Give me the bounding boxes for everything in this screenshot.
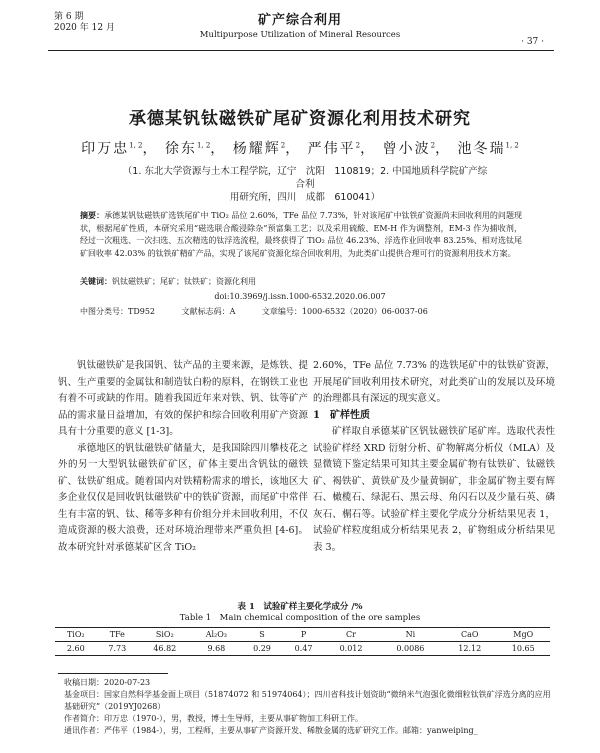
body-paragraph: 矿样取自承德某矿区钒钛磁铁矿尾矿库。选取代表性试验矿样经 XRD 衍射分析、矿物解离分析仪（MLA）及显微镜下鉴定结果可知其主要金属矿物有钛铁矿、钛磁铁矿、褐铁矿、黄铁矿及少量黄铜矿，非金属矿物主要有辉石、橄榄石、绿泥石、黑云母、角闪石以及少量石英、磷灰石、榍石等。试验矿样主要化学成分分析结果见表 1，试验矿样粒度组成分析结果见表 2，矿物组成分析结果见表 3。 (313, 426, 555, 553)
document-code: 文献标志码：A (181, 307, 236, 316)
table-row (55, 642, 550, 656)
keywords (80, 276, 522, 287)
chemical-composition-table (55, 627, 550, 656)
author: 池冬瑞$^{1, 2}$ (457, 141, 519, 157)
table-cell: 9.68 (192, 642, 242, 656)
issue-number: 第 6 期 (54, 12, 84, 22)
table-cell: 7.73 (97, 642, 139, 656)
author-list: 印万忠$^{1, 2}$， 徐东$^{1, 2}$， 杨耀辉$^2$， 严伟平$^2$， 曾小波$^2$， 池冬瑞$^{1, 2}$ (81, 141, 519, 157)
classification-line (80, 306, 522, 317)
abstract-label: 摘要： (80, 210, 105, 220)
table-header-cell: Al₂O₃ (192, 628, 242, 642)
keywords-text: 钒钛磁铁矿；尾矿；钛铁矿；资源化利用 (112, 277, 256, 286)
doi: doi:10.3969/j.issn.1000-6532.2020.06.007 (214, 292, 386, 301)
author: 杨耀辉$^2$ (232, 141, 286, 157)
author: 印万忠$^{1, 2}$ (81, 141, 143, 157)
body-paragraph: 钒钛磁铁矿是我国钒、钛产品的主要来源，是炼铁、提钒、生产重要的金属钛和制造钛白粉的原料，在钢铁工业也有着不可或缺的作用。随着我国近年来对铁、钒、钛等矿产品的需求量日益增加，有效的保护和综合回收利用矿产资源具有十分重要的意义 [1-3]。 (58, 360, 308, 437)
body-paragraph: 承德地区的钒钛磁铁矿储量大，是我国除四川攀枝花之外的另一大型钒钛磁铁矿矿区，矿体主要出含钒钛的磁铁矿、钛铁矿组成。随着国内对铁精粉需求的增长，该地区大多企业仅仅是回收钒钛磁铁矿中的铁矿资源，而尾矿中常伴生有丰富的钒、钛、稀等多种有价组分并未回收利用，不仅造成资源的极大浪费，还对环境治理带来严重负担 [4-6]。故本研究针对承德某矿区含 TiO₂ (58, 442, 308, 553)
table-header-cell: Cr (324, 628, 377, 642)
table-cell: 10.65 (496, 642, 550, 656)
author: 曾小波$^2$ (382, 141, 436, 157)
table-cell: 2.60 (55, 642, 97, 656)
table-caption-cn: 表 1 试验矿样主要化学成分 /% (237, 602, 363, 612)
keywords-label: 关键词： (80, 276, 112, 286)
issue-date: 2020 年 12 月 (54, 23, 115, 33)
journal-title-cn: 矿产综合利用 (257, 13, 342, 28)
affiliation-line: 用研究所，四川 成都 610041） (229, 192, 381, 203)
affiliation-line: （1. 东北大学资源与土木工程学院，辽宁 沈阳 110819；2. 中国地质科学院矿产综合利 (122, 166, 488, 190)
table-cell: 0.0086 (378, 642, 443, 656)
article-number: 文章编号：1000-6532（2020）06-0037-06 (261, 307, 428, 316)
header-divider (48, 50, 554, 51)
article-title: 承德某钒钛磁铁矿尾矿资源化利用技术研究 (129, 109, 471, 129)
author: 严伟平$^2$ (307, 141, 361, 157)
table-header-cell: TiO₂ (55, 628, 97, 642)
body-left-column (58, 358, 308, 556)
author: 徐东$^{1, 2}$ (164, 141, 211, 157)
footnote-divider (58, 673, 168, 674)
table-caption-en: Table 1 Main chemical composition of the ore samples (179, 613, 421, 623)
table-cell: 12.12 (443, 642, 496, 656)
footnotes (64, 677, 554, 737)
table-caption (0, 602, 600, 624)
table-header-cell: TFe (97, 628, 139, 642)
footnote-corresponding: 通讯作者：严伟平（1984-），男，工程师，主要从事矿产资源开发、稀散金属的选矿研究工作。邮箱：yanweiping_ (64, 726, 478, 735)
page-number: · 37 · (521, 37, 544, 47)
journal-title-en: Multipurpose Utilization of Mineral Resources (199, 30, 401, 40)
table-cell: 0.012 (324, 642, 377, 656)
table-header-cell: MgO (496, 628, 550, 642)
table-cell: 0.47 (283, 642, 325, 656)
table-header-row (55, 628, 550, 642)
body-right-column (313, 358, 555, 556)
table-header-cell: P (283, 628, 325, 642)
section-heading: 1 矿样性质 (313, 409, 370, 421)
journal-header (0, 9, 600, 40)
table-header-cell: CaO (443, 628, 496, 642)
body-paragraph: 2.60%，TFe 品位 7.73% 的选铁尾矿中的钛铁矿资源，开展尾矿回收利用技术研究，对此类矿山的发展以及环境的治理都具有深远的现实意义。 (313, 360, 555, 404)
affiliations (120, 165, 490, 204)
table-cell: 0.29 (241, 642, 283, 656)
abstract-text: 承德某钒钛磁铁矿选铁尾矿中 TiO₂ 品位 2.60%，TFe 品位 7.73%，针对该尾矿中钛铁矿资源尚未回收利用的问题现状，根据尾矿性质，本研究采用“磁选联合酸浸除杂”预富集工艺；以及采用硫酸、EM-H 作为调整剂，EM-3 作为捕收剂，经过一次粗选、一次扫选、五次精选的钛浮选流程，最终获得了 TiO₂ 品位 46.23%、浮选作业回收率 83.25%、相对选钛尾矿回收率 42.03% 的钛铁矿精矿产品，实现了该尾矿资源化综合回收利用，为此类矿山提供合理可行的资源利用技术方案。 (80, 211, 523, 258)
table-cell: 46.82 (138, 642, 191, 656)
table-header-cell: Ni (378, 628, 443, 642)
table-header-cell: S (241, 628, 283, 642)
table-header-cell: SiO₂ (138, 628, 191, 642)
clc-number: 中图分类号：TD952 (80, 307, 156, 316)
footnote-funding: 基金项目：国家自然科学基金面上项目（51874072 和 51974064）；四川省科技计划资助“微纳米气泡强化微细粒钛铁矿浮选分离的应用基础研究”（2019YJ0268） (64, 690, 551, 711)
footnote-author-bio: 作者简介：印万忠（1970-），男，教授，博士生导师，主要从事矿物加工科研工作。 (64, 714, 364, 723)
abstract (80, 209, 522, 260)
footnote-received: 收稿日期：2020-07-23 (64, 678, 151, 687)
